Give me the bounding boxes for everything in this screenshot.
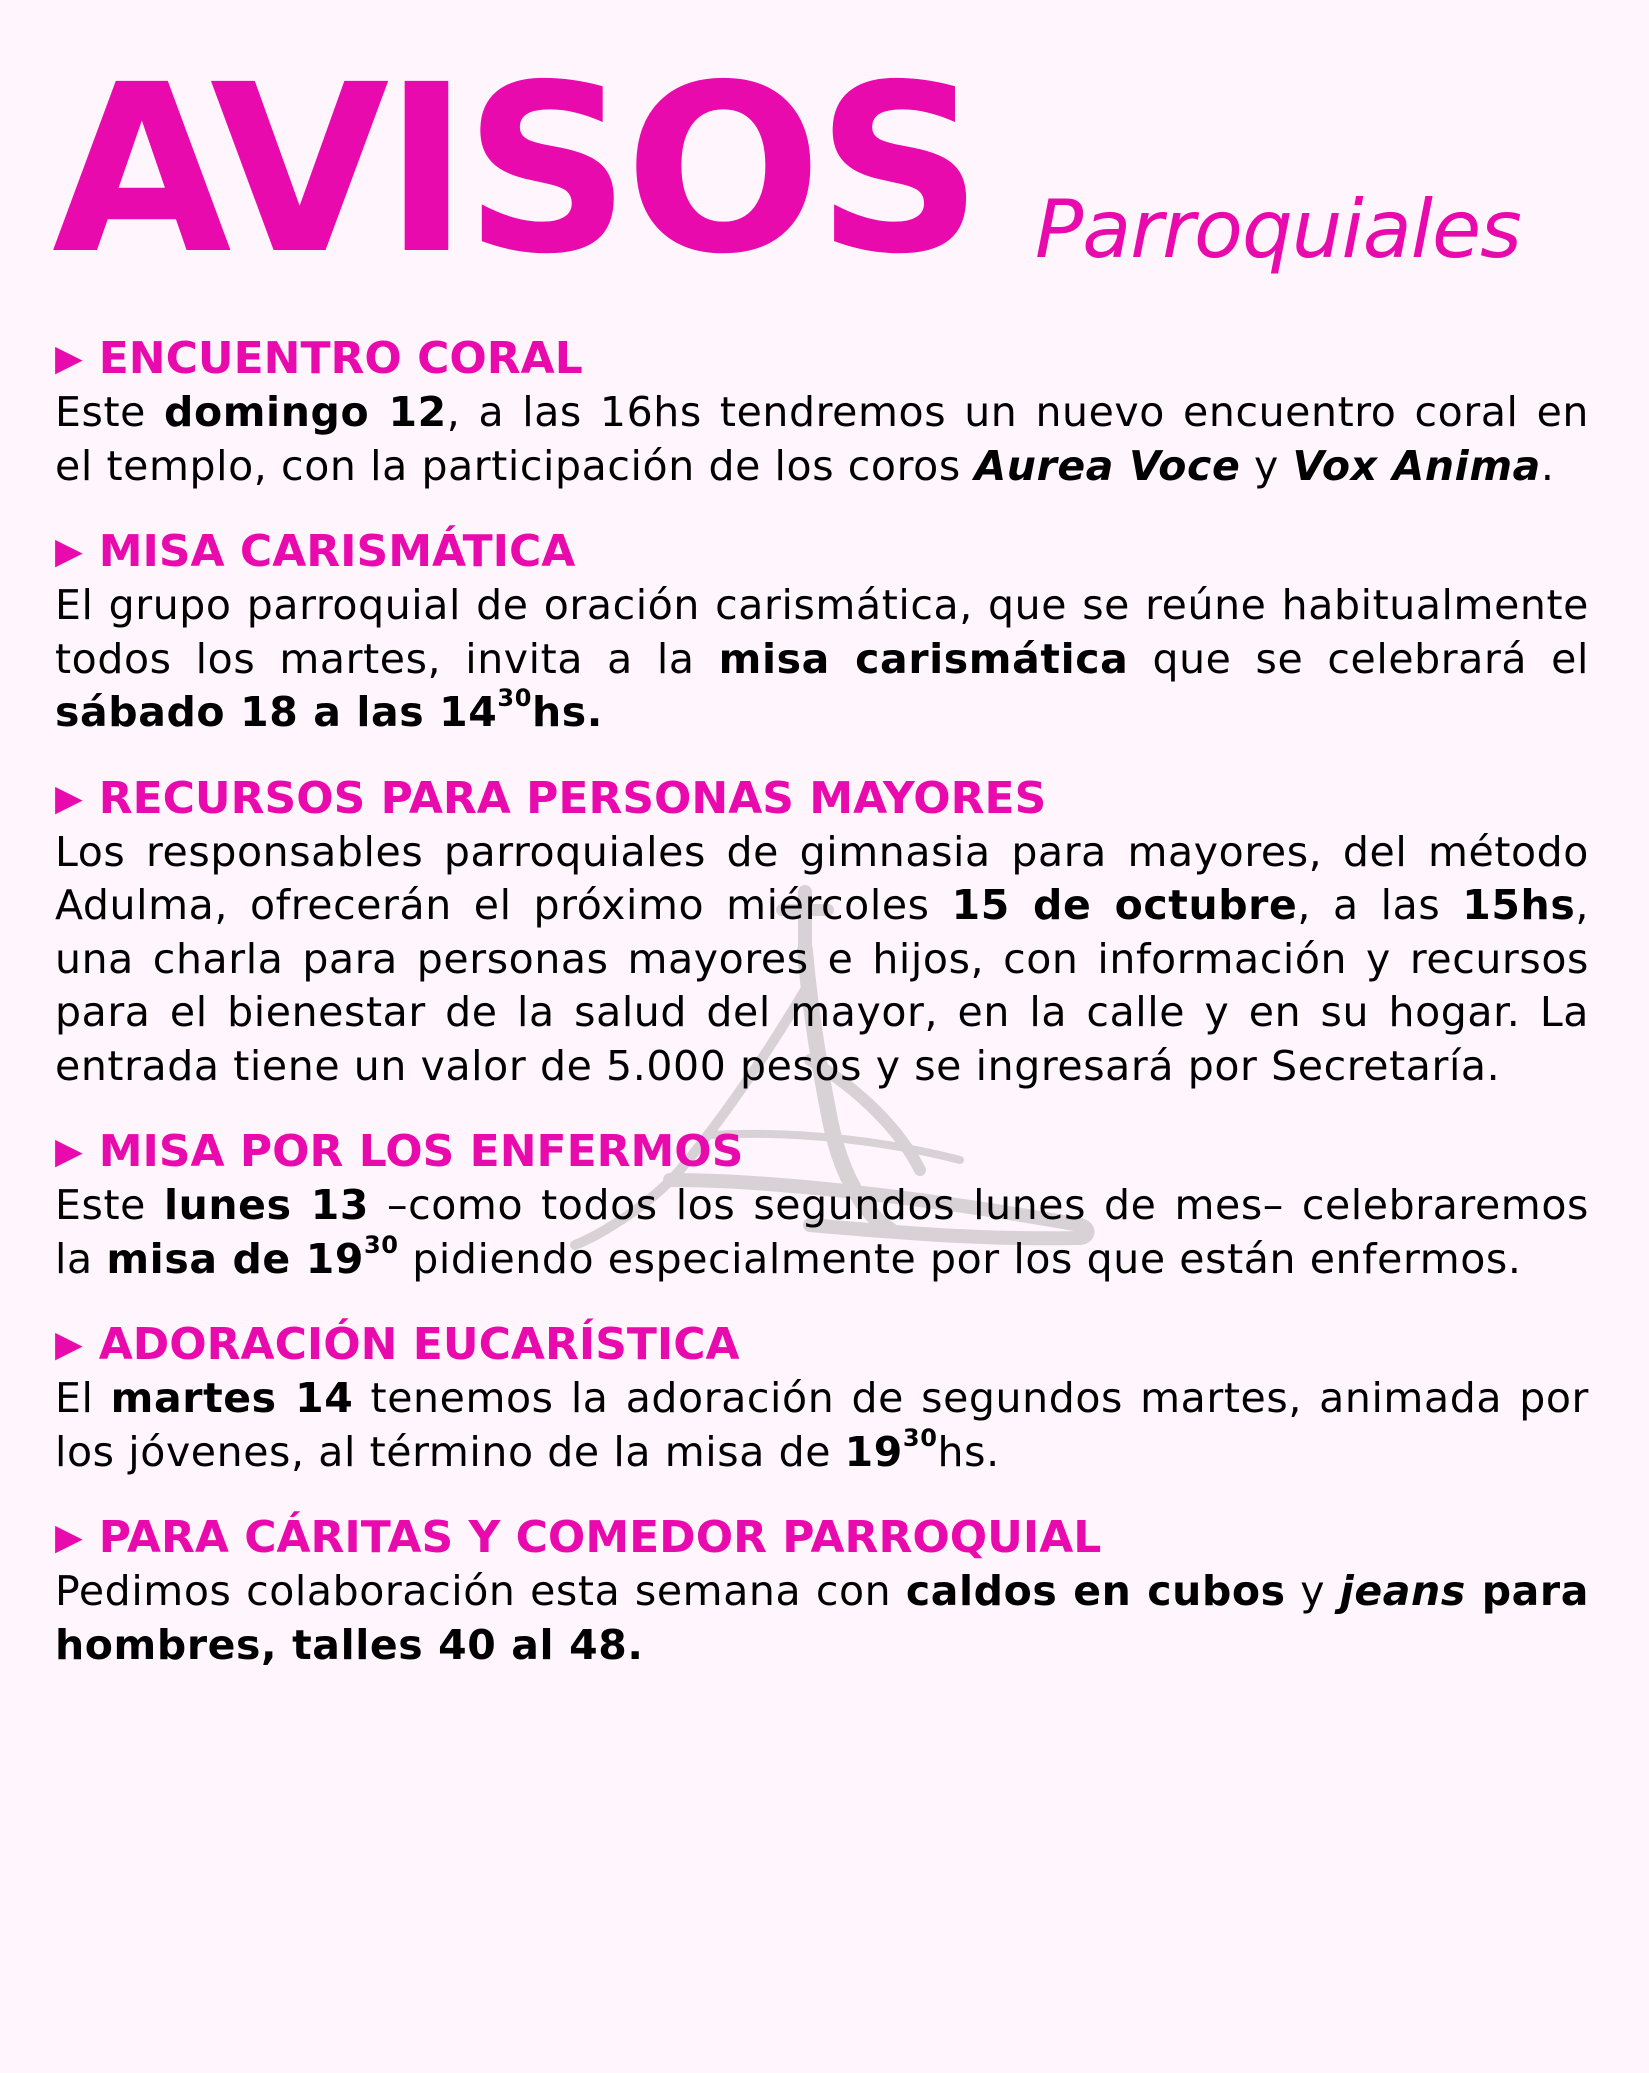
- text-run: y: [1240, 441, 1293, 490]
- text-run: Aurea Voce: [974, 441, 1241, 490]
- bullet-arrow-icon: ▶: [55, 1517, 83, 1558]
- text-run: , a las: [1297, 881, 1463, 929]
- text-run: que se celebrará el: [1128, 634, 1590, 683]
- text-run: , a las 16hs tendremos un nuevo encuentro coral en el templo, con la participación de los coros: [55, 388, 1589, 490]
- bullet-arrow-icon: ▶: [55, 338, 83, 379]
- text-run: y: [1285, 1567, 1340, 1615]
- superscript-text: 30: [902, 1423, 938, 1452]
- bullet-arrow-icon: ▶: [55, 1324, 83, 1365]
- text-run: Los responsables parroquiales de gimnasia para mayores, del método Adulma, ofrecerán el próximo miércoles: [55, 827, 1589, 929]
- superscript-text: 30: [363, 1230, 399, 1259]
- text-run: 15hs: [1462, 881, 1576, 929]
- text-run: hs.: [937, 1427, 1000, 1476]
- text-run: misa carismática: [718, 634, 1129, 683]
- notice-heading: ▶ ENCUENTRO CORAL: [55, 333, 583, 384]
- notice-heading: ▶ ADORACIÓN EUCARÍSTICA: [55, 1319, 740, 1370]
- notice-body: [55, 826, 1589, 1094]
- page-header: [52, 35, 1612, 305]
- superscript-text: 30: [497, 684, 533, 712]
- page-title: AVISOS: [52, 35, 978, 305]
- text-run: El: [55, 1374, 111, 1422]
- text-run: Pedimos colaboración esta semana con: [55, 1567, 906, 1615]
- text-run: 19: [844, 1427, 903, 1476]
- bullet-arrow-icon: ▶: [55, 777, 83, 819]
- text-run: Este: [55, 388, 165, 436]
- notice-caritas-comedor: [55, 1511, 1589, 1672]
- text-run: domingo 12: [164, 388, 447, 436]
- notice-body: [55, 1179, 1589, 1286]
- notice-body: [55, 1372, 1589, 1479]
- notice-body: [55, 579, 1589, 740]
- text-run: hs.: [532, 688, 603, 736]
- notice-body: [55, 386, 1589, 493]
- notices-list: [55, 332, 1589, 1704]
- bullet-arrow-icon: ▶: [55, 531, 83, 572]
- text-run: –como todos los segundos lunes de mes– celebraremos la: [55, 1181, 1589, 1283]
- notice-heading: ▶ MISA CARISMÁTICA: [55, 526, 576, 577]
- notice-misa-enfermos: [55, 1125, 1589, 1286]
- text-run: sábado 18 a las 14: [55, 688, 498, 736]
- text-run: .: [1540, 441, 1555, 490]
- notice-encuentro-coral: [55, 332, 1589, 493]
- text-run: martes 14: [110, 1374, 354, 1422]
- text-run: 15 de octubre: [951, 881, 1298, 929]
- text-run: Vox Anima: [1292, 441, 1541, 490]
- notice-body: [55, 1565, 1589, 1672]
- bullet-arrow-icon: ▶: [55, 1131, 83, 1172]
- page-subtitle: Parroquiales: [1035, 183, 1521, 276]
- text-run: lunes 13: [163, 1181, 370, 1229]
- notice-heading: ▶ RECURSOS PARA PERSONAS MAYORES: [55, 772, 1047, 824]
- text-run: pidiendo especialmente por los que están enfermos.: [398, 1234, 1522, 1283]
- text-run: jeans: [1339, 1567, 1466, 1615]
- text-run: Este: [55, 1181, 164, 1229]
- notice-heading: ▶ MISA POR LOS ENFERMOS: [55, 1126, 744, 1177]
- notice-heading: ▶ PARA CÁRITAS Y COMEDOR PARROQUIAL: [55, 1512, 1102, 1563]
- text-run: misa de 19: [106, 1234, 364, 1283]
- text-run: El grupo parroquial de oración carismática, que se reúne habitualmente todos los martes, invita a la: [55, 581, 1589, 683]
- notice-adoracion-eucaristica: [55, 1318, 1589, 1479]
- text-run: , una charla para personas mayores e hijos, con información y recursos para el bienestar de la salud del mayor, en la calle y en su hogar. La entrada tiene un valor de 5.000 pesos y se ingresará por Secretaría.: [55, 881, 1589, 1090]
- notice-recursos-mayores: [55, 772, 1589, 1094]
- notice-misa-carismatica: [55, 525, 1589, 740]
- text-run: caldos en cubos: [905, 1567, 1286, 1615]
- text-run: tenemos la adoración de segundos martes, animada por los jóvenes, al término de la misa de: [55, 1374, 1589, 1476]
- text-run: para hombres, talles 40 al 48.: [55, 1567, 1589, 1669]
